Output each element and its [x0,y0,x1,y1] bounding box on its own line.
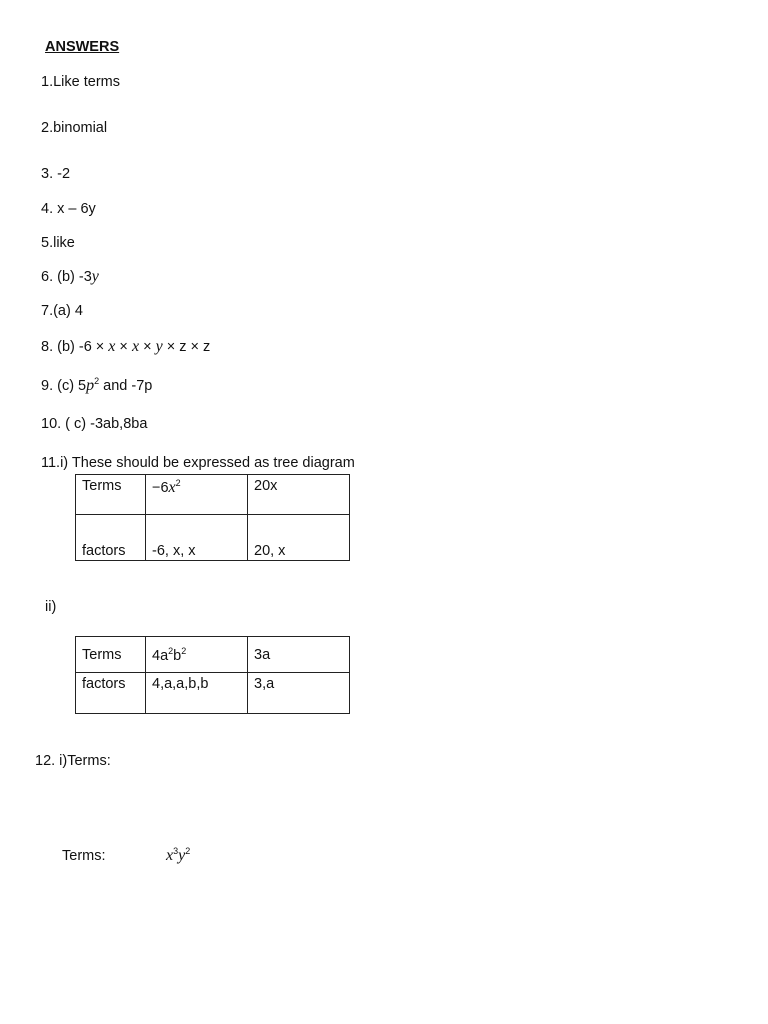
table-row [76,515,350,561]
table-cell-term-2: 3a [248,637,350,673]
table-cell-factors-1: 4,a,a,b,b [146,673,248,714]
answer-6-math: y [91,268,99,285]
answer-8-times2: × [139,339,156,355]
answer-4: 4. x – 6y [41,201,96,217]
term-part-a: 4a [152,647,169,664]
answer-8-prefix: 8. (b) -6 × [41,339,109,355]
answer-8-y: y [155,338,163,355]
table-cell-term-1 [146,637,248,673]
answer-8 [41,338,210,356]
term-exponent-a: 2 [168,645,174,656]
answer-12-terms-label: Terms: [62,848,106,864]
answer-11-ii-label: ii) [45,599,57,615]
answer-9-math: p [86,376,95,394]
answer-8-suffix: × z × z [162,339,211,355]
expr-x: x [166,846,174,864]
answer-6-prefix: 6. (b) -3 [41,269,92,285]
answer-8-x2: x [131,338,140,355]
table-cell-term-1 [146,475,248,515]
answer-9-suffix: and -7p [99,377,153,394]
term-exponent: 2 [175,478,181,488]
answer-11-label: 11.i) These should be expressed as tree diagram [41,455,355,471]
table-cell-factors-head: factors [76,673,146,714]
expr-y: y [178,846,186,864]
table-row [76,637,350,673]
table-cell-terms-head: Terms [76,637,146,673]
table-cell-terms-head: Terms [76,475,146,515]
answer-7: 7.(a) 4 [41,303,83,319]
table-cell-factors-2: 3,a [248,673,350,714]
table-cell-term-2: 20x [248,475,350,515]
term-exponent-b: 2 [181,645,187,656]
expr-exponent-x: 3 [173,846,179,856]
answer-3: 3. -2 [41,166,71,182]
answer-12-label: 12. i)Terms: [35,753,111,769]
term-variable: x [168,478,176,496]
answer-9-sup: 2 [94,376,100,386]
table-cell-factors-2: 20, x [248,515,350,561]
answer-1: 1.Like terms [41,74,120,90]
expr-exponent-y: 2 [185,846,191,856]
answer-8-times1: × [115,339,132,355]
answer-9 [41,376,152,395]
answer-2: 2.binomial [41,120,108,136]
answers-title: ANSWERS [45,39,120,55]
answer-8-x1: x [108,338,116,355]
answer-10: 10. ( c) -3ab,8ba [41,416,148,432]
answer-12-expression [166,846,190,865]
terms-factors-table-2 [75,636,350,714]
answer-9-prefix: 9. (c) 5 [41,377,87,394]
terms-factors-table-1 [75,474,350,561]
table-cell-factors-head: factors [76,515,146,561]
table-cell-factors-1: -6, x, x [146,515,248,561]
table-row [76,475,350,515]
answer-5: 5.like [41,235,75,251]
term-part-b: b [173,647,182,664]
term-coefficient: −6 [152,479,169,496]
answer-6 [41,268,99,286]
table-row [76,673,350,714]
